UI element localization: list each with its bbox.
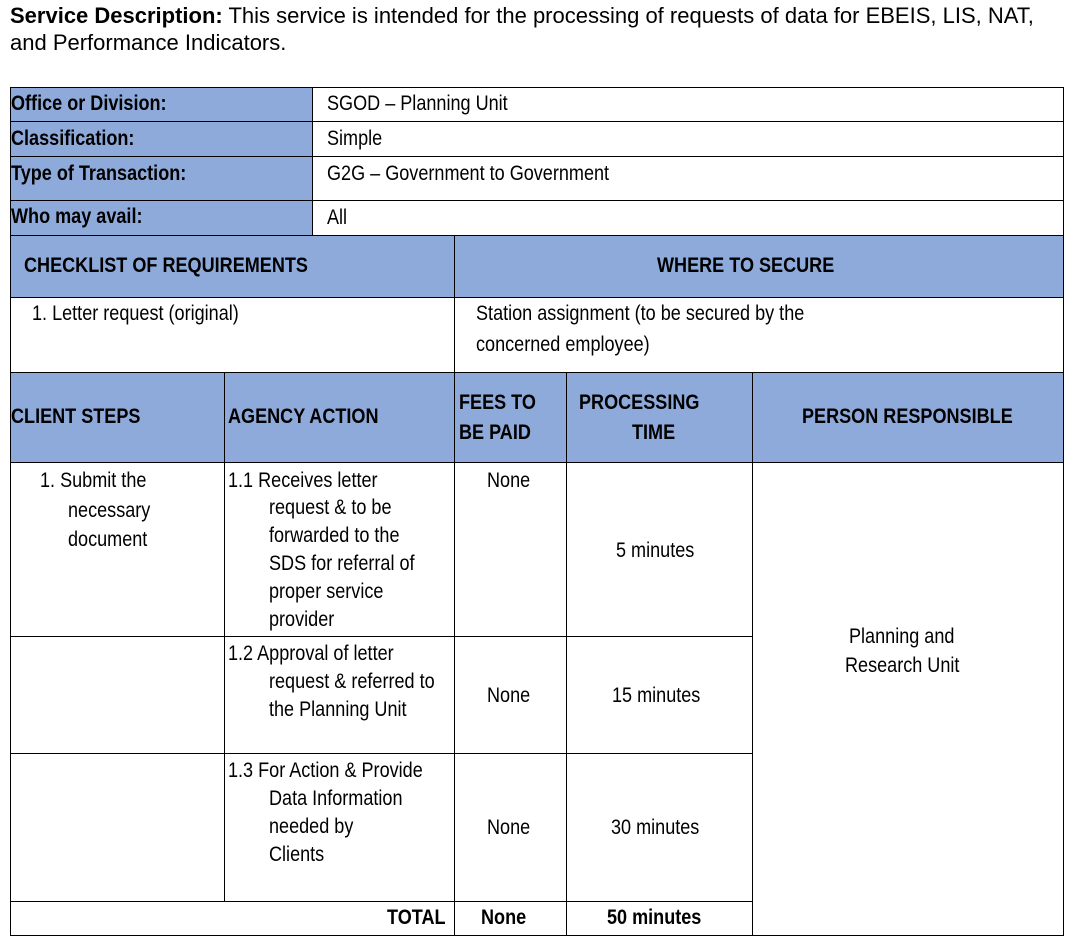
total-fees: None <box>481 906 527 929</box>
client-step-1-line-1: 1. Submit the <box>40 469 147 492</box>
total-time: 50 minutes <box>607 906 702 929</box>
time-2: 15 minutes <box>612 684 701 707</box>
action-1-line-3: forwarded to the <box>269 524 400 547</box>
time-3: 30 minutes <box>611 816 700 839</box>
person-line-1: Planning and <box>849 625 955 648</box>
action-3-line-3: needed by <box>269 815 354 838</box>
action-1-line-2: request & to be <box>269 496 392 519</box>
office-value: SGOD – Planning Unit <box>327 92 508 115</box>
service-description-label: Service Description: <box>10 3 223 28</box>
time-1-cell <box>566 462 753 637</box>
where-header-cell <box>454 235 1064 298</box>
fees-3: None <box>487 816 531 839</box>
total-label: TOTAL <box>387 906 446 929</box>
office-label: Office or Division: <box>11 92 167 115</box>
where-header: WHERE TO SECURE <box>657 254 835 277</box>
total-label-cell <box>10 901 455 936</box>
client-steps-header: CLIENT STEPS <box>11 405 141 428</box>
requirement-item-1: 1. Letter request (original) <box>32 302 239 325</box>
action-3-line-4: Clients <box>269 843 325 866</box>
processing-header-cell <box>566 372 753 463</box>
time-2-cell <box>566 636 753 754</box>
where-value-line-1: Station assignment (to be secured by the <box>476 302 805 325</box>
service-description <box>10 2 1060 56</box>
fees-2-cell <box>454 636 567 754</box>
action-2-line-1: 1.2 Approval of letter <box>228 642 394 665</box>
service-description-text: This service is intended for the processing of requests of data for EBEIS, LIS, NAT, and Performance Indicators. <box>10 3 1034 55</box>
time-3-cell <box>566 753 753 902</box>
action-1-cell <box>224 462 455 637</box>
action-2-line-3: the Planning Unit <box>269 698 407 721</box>
fees-1-cell <box>454 462 567 637</box>
type-label: Type of Transaction: <box>11 162 187 185</box>
person-line-2: Research Unit <box>845 654 960 677</box>
classification-label: Classification: <box>11 127 135 150</box>
action-2-cell <box>224 636 455 754</box>
time-1: 5 minutes <box>616 539 695 562</box>
client-steps-header-cell <box>10 372 225 463</box>
where-value-line-2: concerned employee) <box>476 333 650 356</box>
who-value: All <box>327 206 348 229</box>
fees-1: None <box>487 469 531 492</box>
action-1-line-1: 1.1 Receives letter <box>228 469 378 492</box>
office-label-cell <box>10 87 313 122</box>
action-2-line-2: request & referred to <box>269 670 435 693</box>
person-header: PERSON RESPONSIBLE <box>802 405 1013 428</box>
checklist-header: CHECKLIST OF REQUIREMENTS <box>24 254 308 277</box>
client-step-1-cell <box>10 462 225 637</box>
agency-action-header: AGENCY ACTION <box>228 405 379 428</box>
classification-value-cell <box>312 121 1064 157</box>
who-value-cell <box>312 200 1064 236</box>
office-value-cell <box>312 87 1064 122</box>
processing-header-line-1: PROCESSING <box>579 391 700 414</box>
client-step-1-line-2: necessary <box>68 499 151 522</box>
client-step-2-cell <box>10 636 225 754</box>
action-3-line-2: Data Information <box>269 787 403 810</box>
client-step-3-cell <box>10 753 225 902</box>
who-label: Who may avail: <box>11 205 143 228</box>
processing-header-line-2: TIME <box>632 421 676 444</box>
who-label-cell <box>10 200 313 236</box>
person-responsible-cell <box>752 462 1064 936</box>
fees-header-line-1: FEES TO <box>459 391 536 414</box>
action-1-line-4: SDS for referral of <box>269 552 415 575</box>
action-3-line-1: 1.3 For Action & Provide <box>228 759 423 782</box>
fees-2: None <box>487 684 531 707</box>
checklist-header-cell <box>10 235 455 298</box>
type-value: G2G – Government to Government <box>327 162 610 185</box>
classification-label-cell <box>10 121 313 157</box>
where-value-cell <box>454 297 1064 373</box>
classification-value: Simple <box>327 127 383 150</box>
fees-header-cell <box>454 372 567 463</box>
type-value-cell <box>312 156 1064 201</box>
action-1-line-5: proper service <box>269 580 384 603</box>
fees-3-cell <box>454 753 567 902</box>
type-label-cell <box>10 156 313 201</box>
person-header-cell <box>752 372 1064 463</box>
agency-action-header-cell <box>224 372 455 463</box>
client-step-1-line-3: document <box>68 528 148 551</box>
requirement-item-cell <box>10 297 455 373</box>
total-time-cell <box>566 901 753 936</box>
action-3-cell <box>224 753 455 902</box>
fees-header-line-2: BE PAID <box>459 421 531 444</box>
action-1-line-6: provider <box>269 608 335 631</box>
total-fees-cell <box>454 901 567 936</box>
